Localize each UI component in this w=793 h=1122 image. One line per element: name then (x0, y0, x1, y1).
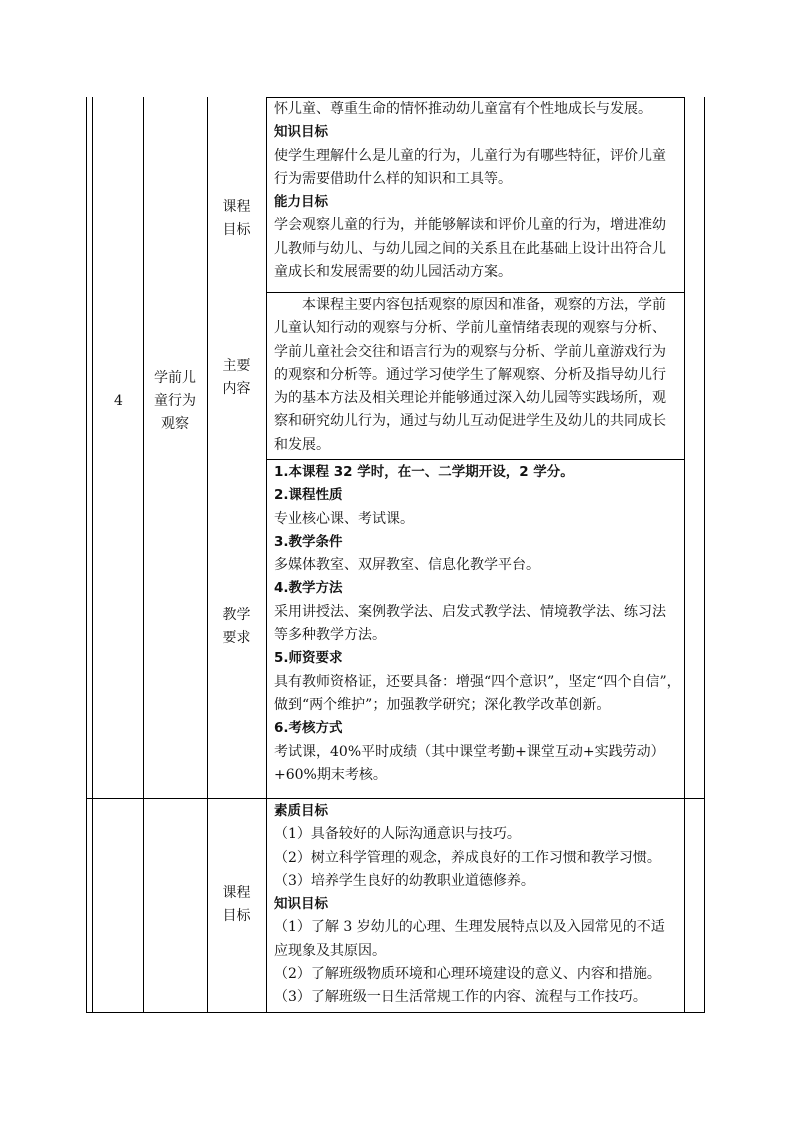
table-border-left-inner (92, 97, 93, 1012)
section-text-line: （2）树立科学管理的观念，养成良好的工作习惯和教学习惯。 (274, 849, 661, 866)
section-heading: 知识目标 (274, 896, 328, 913)
section-text-line: （3）了解班级一日生活常规工作的内容、流程与工作技巧。 (274, 989, 647, 1006)
section-label-line: 教学 (222, 607, 251, 623)
section-heading: 3.教学条件 (274, 533, 343, 550)
section-text-line: 儿童认知行动的观察与分析、学前儿童情绪表现的观察与分析、 (274, 320, 666, 337)
section-text-line: 行为需要借助什么样的知识和工具等。 (274, 170, 512, 187)
section-label-line: 主要 (222, 358, 251, 374)
section-content-goals-2 (274, 800, 682, 1010)
section-content-requirements (274, 461, 682, 787)
course-name-line: 童行为 (154, 393, 196, 409)
section-text-line: 应现象及其原因。 (274, 942, 386, 959)
section-text-line: +60%期末考核。 (274, 766, 387, 783)
course-name-line: 观察 (161, 416, 189, 432)
table-border-left (86, 97, 87, 1012)
section-label-line: 课程 (222, 199, 251, 215)
section-heading: 知识目标 (274, 124, 328, 141)
row-line-2 (266, 459, 684, 460)
section-text-line: 学前儿童社会交往和语言行为的观察与分析、学前儿童游戏行为 (274, 343, 666, 360)
section-label-requirements (207, 604, 266, 650)
section-text-line: 为的基本方法及相关理论并能够通过深入幼儿园等实践场所，观 (274, 390, 666, 407)
section-label-goals-2 (207, 882, 266, 928)
row-index: 4 (114, 393, 123, 409)
section-heading: 4.教学方法 (274, 580, 343, 597)
table-border-right-inner (684, 97, 685, 1012)
section-text-line: 童成长和发展需要的幼儿园活动方案。 (274, 264, 512, 281)
section-heading: 5.师资要求 (274, 650, 343, 667)
section-heading: 2.课程性质 (274, 487, 343, 504)
section-text-line: （3）培养学生良好的幼教职业道德修养。 (274, 872, 535, 889)
section-content-goals (274, 98, 682, 284)
section-label-content (207, 355, 266, 401)
section-text-line: （1）具备较好的人际沟通意识与技巧。 (274, 826, 521, 843)
section-heading: 1.本课程 32 学时，在一、二学期开设，2 学分。 (274, 464, 574, 480)
section-text-line: 学会观察儿童的行为，并能够解读和评价儿童的行为，增进准幼 (274, 217, 666, 234)
section-text-line: 和发展。 (274, 436, 330, 453)
section-text-line: 儿教师与幼儿、与幼儿园之间的关系且在此基础上设计出符合儿 (274, 240, 666, 257)
section-text-line: 多媒体教室、双屏教室、信息化教学平台。 (274, 557, 540, 574)
section-text-line: 专业核心课、考试课。 (274, 510, 414, 527)
section-text-line: 察和研究幼儿行为，通过与幼儿互动促进学生及幼儿的共同成长 (274, 413, 666, 430)
section-text-line: 的观察和分析等。通过学习使学生了解观察、分析及指导幼儿行 (274, 366, 666, 383)
section-label-line: 要求 (222, 630, 251, 646)
section-text-line: 考试课，40%平时成绩（其中课堂考勤+课堂互动+实践劳动） (274, 743, 665, 760)
section-text-line: （2）了解班级物质环境和心理环境建设的意义、内容和措施。 (274, 966, 661, 983)
section-heading: 6.考核方式 (274, 720, 343, 737)
section-label-line: 课程 (222, 885, 251, 901)
section-content-main (274, 294, 682, 457)
section-heading: 素质目标 (274, 803, 328, 819)
course-name (143, 367, 207, 436)
col-divider-index (143, 97, 144, 1012)
section-heading: 能力目标 (274, 194, 328, 211)
section-text-line: 使学生理解什么是儿童的行为，儿童行为有哪些特征，评价儿童 (274, 147, 666, 164)
section-label-line: 目标 (222, 908, 251, 924)
section-text-line: 做到“两个维护”；加强教学研究；深化教学改革创新。 (274, 696, 611, 713)
col-divider-label (266, 97, 267, 1012)
section-text-line: 怀儿童、尊重生命的情怀推动幼儿童富有个性地成长与发展。 (274, 101, 652, 117)
section-label-line: 内容 (222, 381, 251, 397)
section-text-line: （1）了解 3 岁幼儿的心理、生理发展特点以及入园常见的不适 (274, 919, 665, 936)
section-label-goals (207, 196, 266, 242)
section-text-line: 采用讲授法、案例教学法、启发式教学法、情境教学法、练习法 (274, 603, 666, 620)
row-line-1 (266, 292, 684, 293)
table-border-right (704, 97, 705, 1012)
section-text-line: 等多种教学方法。 (274, 627, 386, 644)
course-name-line: 学前儿 (154, 370, 196, 386)
row-line-bottom (86, 1012, 705, 1013)
section-text-line: 具有教师资格证，还要具备：增强“四个意识”，坚定“四个自信”， (274, 673, 681, 690)
section-text-line: 本课程主要内容包括观察的原因和准备，观察的方法，学前 (302, 297, 666, 313)
section-label-line: 目标 (222, 222, 251, 238)
row-line-3 (86, 798, 705, 799)
